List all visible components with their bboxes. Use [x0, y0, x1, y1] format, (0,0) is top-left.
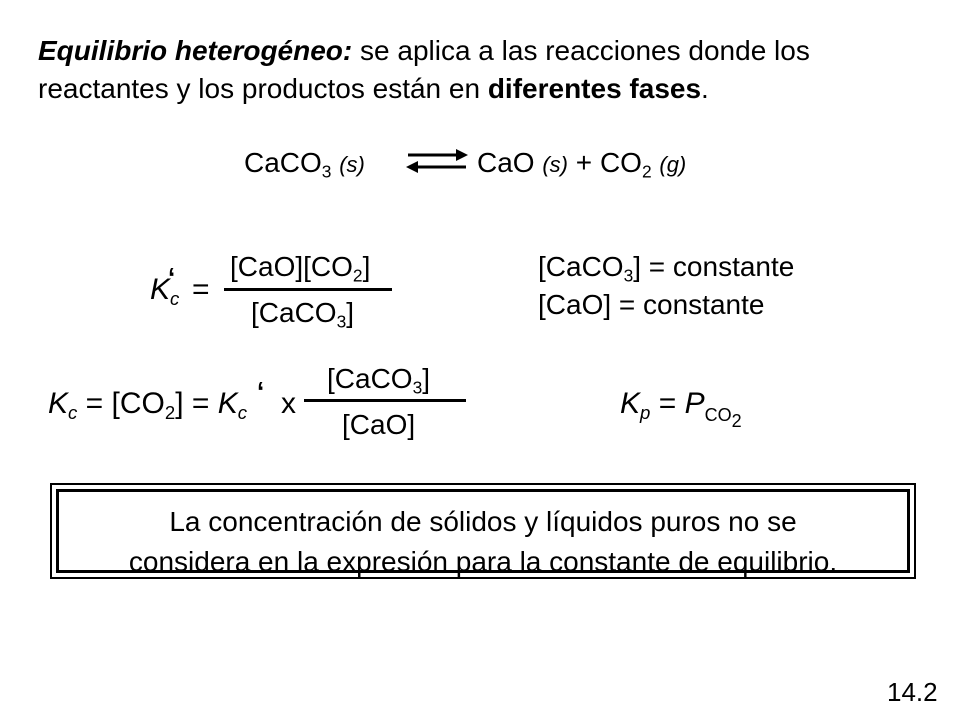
kc-prime-mark-2: ‘: [257, 376, 265, 406]
product-2-subscript: 2: [641, 161, 652, 182]
kp-p: P: [684, 387, 705, 420]
constant-caco3-sub: 3: [623, 265, 634, 286]
kc-prime-numerator: [230, 250, 370, 284]
reaction-products: [477, 146, 686, 182]
kc-prime-denominator: [251, 296, 354, 330]
kc-sub2: c: [237, 401, 248, 423]
kc-prime-den-b: ]: [346, 297, 355, 328]
kc-num-sub: 3: [412, 377, 423, 398]
kc-prime-num-b: ]: [362, 251, 371, 282]
reactant-phase: (s): [339, 152, 365, 177]
product-2-formula: CO: [599, 147, 642, 178]
constant-caco3: [538, 250, 794, 284]
constant-cao: [CaO] = constante: [538, 289, 765, 320]
kc-prime-num-sub: 2: [352, 265, 363, 286]
kc-expression: [48, 386, 247, 422]
note-line-1: La concentración de sólidos y líquidos puros no se: [169, 506, 797, 537]
kc-prime-num-a: [CaO][CO: [230, 251, 353, 282]
constant-caco3-b: ] = constante: [633, 251, 795, 282]
kc-k: K: [48, 387, 69, 420]
product-2-phase: (g): [659, 152, 687, 177]
kc-prime-mark: ‘: [168, 262, 176, 292]
kp-p-sub: CO: [704, 405, 732, 425]
kp-sub: p: [640, 401, 651, 423]
note-text: [59, 502, 907, 582]
reaction-plus: +: [575, 147, 593, 178]
kc-num-b: ]: [422, 363, 431, 394]
kc-fraction-bar: [304, 399, 466, 402]
kc-k2: K: [217, 387, 238, 420]
kc-num-a: [CaCO: [327, 363, 413, 394]
note-line-2: considera en la expresión para la constante de equilibrio.: [128, 546, 838, 577]
constant-caco3-a: [CaCO: [538, 251, 624, 282]
reactant-formula: CaCO: [244, 147, 322, 178]
note-box: [50, 483, 916, 579]
kp-k: K: [620, 387, 641, 420]
note-box-inner-border: [56, 489, 910, 577]
kc-sub: c: [68, 401, 78, 423]
kp-p-sub-sub: 2: [731, 411, 742, 431]
kp-expression: [620, 386, 742, 439]
kc-numerator: [327, 362, 430, 396]
kc-prime-den-a: [CaCO: [251, 297, 337, 328]
reactant-subscript: 3: [321, 161, 332, 182]
intro-line-1: [38, 34, 810, 68]
intro-line-2: [38, 72, 709, 106]
intro-text-1: se aplica a las reacciones donde los: [352, 35, 810, 66]
kc-times: x: [281, 387, 296, 420]
intro-term: Equilibrio heterogéneo:: [38, 35, 353, 66]
kc-prime-den-sub: 3: [336, 311, 347, 332]
kp-eq: =: [650, 387, 685, 420]
kc-prime-sub: c: [170, 287, 180, 309]
intro-emphasis: diferentes fases: [487, 73, 702, 104]
kc-eq-b: ] =: [175, 387, 218, 420]
kc-prime-k: K: [150, 273, 171, 306]
slide-number: 14.2: [887, 677, 938, 707]
kc-eq-a: = [CO: [77, 387, 165, 420]
kc-eq-sub: 2: [164, 401, 176, 423]
equilibrium-arrows-icon: [404, 144, 470, 178]
kc-prime-equals: =: [192, 273, 210, 306]
product-1-formula: CaO: [477, 147, 535, 178]
kc-prime-fraction-bar: [224, 288, 392, 291]
intro-text-2: reactantes y los productos están en: [38, 73, 488, 104]
intro-end: .: [701, 73, 709, 104]
product-1-phase: (s): [542, 152, 569, 177]
reaction-reactant: [244, 146, 365, 182]
kc-denominator: [CaO]: [342, 409, 416, 440]
